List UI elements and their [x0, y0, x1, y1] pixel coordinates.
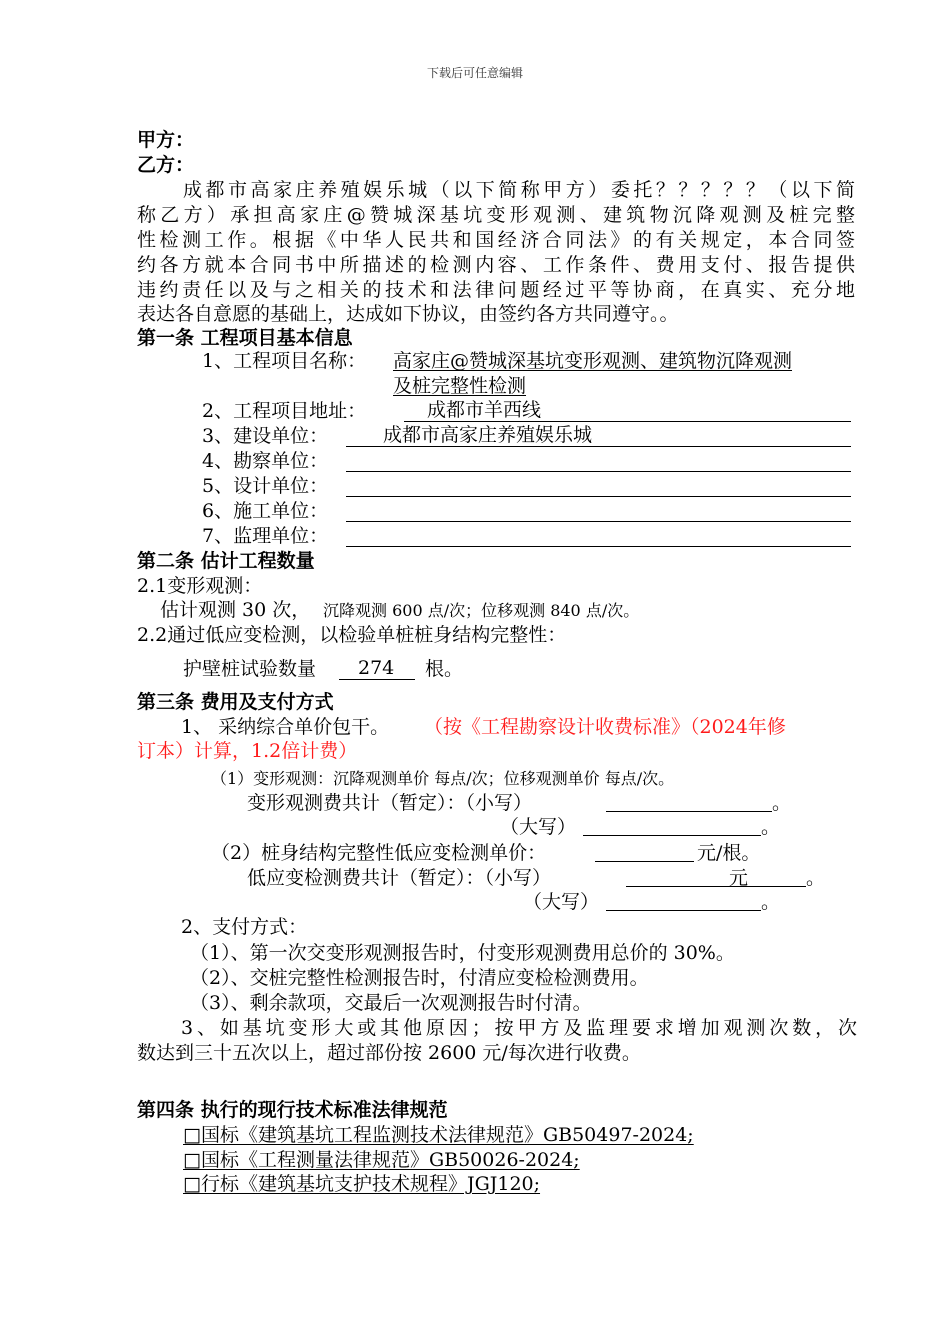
article-2-item-2: 2.2通过低应变检测，以检验单桩桩身结构完整性： — [137, 624, 567, 646]
payment-3: （3）、剩余款项，交最后一次观测报告时付清。 — [190, 992, 592, 1014]
low-strain-price-label: （2）桩身结构完整性低应变检测单价： — [211, 842, 547, 864]
standard-2: □国标《工程测量法律规范》GB50026-2024; — [183, 1149, 580, 1171]
project-address-label: 2、工程项目地址： — [202, 400, 367, 422]
low-strain-total-yuan: 元 — [729, 867, 749, 889]
project-name-value-2: 及桩完整性检测 — [393, 375, 527, 397]
intro-line-6: 表达各自意愿的基础上，达成如下协议，由签约各方共同遵守。。 — [137, 303, 679, 325]
article-2-item-1-a: 估计观测 30 次， — [160, 599, 311, 621]
intro-line-5: 违约责任以及与之相关的技术和法律问题经过平等协商，在真实、充分地 — [137, 279, 855, 301]
party-a-label: 甲方： — [137, 129, 195, 151]
intro-line-2: 称乙方）承担高家庄@赞城深基坑变形观测、建筑物沉降观测及桩完整 — [137, 204, 855, 226]
article-2-item-1-b: 沉降观测 600 点/次；位移观测 840 点/次。 — [323, 601, 640, 620]
article-3-item-1-red-1: （按《工程勘察设计收费标准》（2024年修 — [424, 716, 786, 738]
low-strain-price-line — [595, 861, 694, 862]
article-2-item-1: 2.1变形观测： — [137, 575, 263, 597]
deform-upper-line — [583, 835, 761, 836]
article-2-title: 第二条 估计工程数量 — [137, 550, 315, 572]
low-strain-total-period: 。 — [806, 867, 826, 889]
article-3-title: 第三条 费用及支付方式 — [137, 691, 334, 713]
article-3-sub-1: （1）变形观测：沉降观测单价 每点/次；位移观测单价 每点/次。 — [211, 769, 675, 788]
low-strain-upper-period: 。 — [761, 891, 781, 913]
low-strain-total-line — [626, 886, 806, 887]
header-note: 下载后可任意编辑 — [426, 66, 523, 80]
low-strain-price-unit: 元/根。 — [697, 842, 761, 864]
deform-upper-label: （大写） — [500, 816, 577, 838]
project-address-value: 成都市羊西线 — [427, 399, 542, 421]
construct-line — [346, 521, 851, 522]
deform-upper-period: 。 — [761, 816, 781, 838]
deform-total-label: 变形观测费共计（暂定）：（小写） — [247, 792, 533, 814]
design-label: 5、设计单位： — [202, 475, 329, 497]
deform-total-line — [606, 811, 772, 812]
payment-title: 2、支付方式： — [181, 916, 308, 938]
survey-label: 4、勘察单位： — [202, 450, 329, 472]
design-line — [346, 496, 851, 497]
article-3-item-3-line-1: 3、如基坑变形大或其他原因；按甲方及监理要求增加观测次数，次 — [181, 1017, 857, 1039]
standard-1: □国标《建筑基坑工程监测技术法律规范》GB50497-2024; — [183, 1124, 694, 1146]
supervise-label: 7、监理单位： — [202, 525, 329, 547]
intro-line-3: 性检测工作。根据《中华人民共和国经济合同法》的有关规定，本合同签 — [137, 229, 855, 251]
article-4-title: 第四条 执行的现行技术标准法律规范 — [137, 1099, 448, 1121]
project-name-label: 1、工程项目名称： — [202, 350, 367, 372]
low-strain-total-label: 低应变检测费共计（暂定）：（小写） — [247, 867, 552, 889]
intro-line-1: 成都市高家庄养殖娱乐城（以下简称甲方）委托？？？？？（以下简 — [183, 179, 855, 201]
pile-count-unit: 根。 — [425, 658, 464, 680]
party-b-label: 乙方： — [137, 154, 195, 176]
survey-line — [346, 471, 851, 472]
deform-total-period: 。 — [772, 792, 792, 814]
payment-2: （2）、交桩完整性检测报告时，付清应变检检测费用。 — [190, 967, 649, 989]
standard-3: □行标《建筑基坑支护技术规程》JGJ120; — [183, 1173, 541, 1195]
article-3-item-1-red-2: 订本）计算，1.2倍计费） — [137, 740, 358, 762]
article-1-title: 第一条 工程项目基本信息 — [137, 327, 353, 349]
article-3-item-3-line-2: 数达到三十五次以上，超过部份按 2600 元/每次进行收费。 — [137, 1042, 641, 1064]
article-3-item-1: 1、 采纳综合单价包干。 — [181, 716, 390, 738]
payment-1: （1）、第一次交变形观测报告时，付变形观测费用总价的 30%。 — [190, 942, 735, 964]
pile-count-value: 274 — [358, 657, 395, 679]
low-strain-upper-line — [606, 910, 761, 911]
low-strain-upper-label: （大写） — [523, 891, 600, 913]
supervise-line — [346, 546, 851, 547]
construct-label: 6、施工单位： — [202, 500, 329, 522]
builder-label: 3、建设单位： — [202, 425, 329, 447]
builder-value: 成都市高家庄养殖娱乐城 — [383, 424, 593, 446]
pile-count-label: 护壁桩试验数量 — [183, 658, 317, 680]
intro-line-4: 约各方就本合同书中所描述的检测内容、工作条件、费用支付、报告提供 — [137, 254, 855, 276]
project-name-value-1: 高家庄@赞城深基坑变形观测、建筑物沉降观测 — [393, 350, 793, 372]
